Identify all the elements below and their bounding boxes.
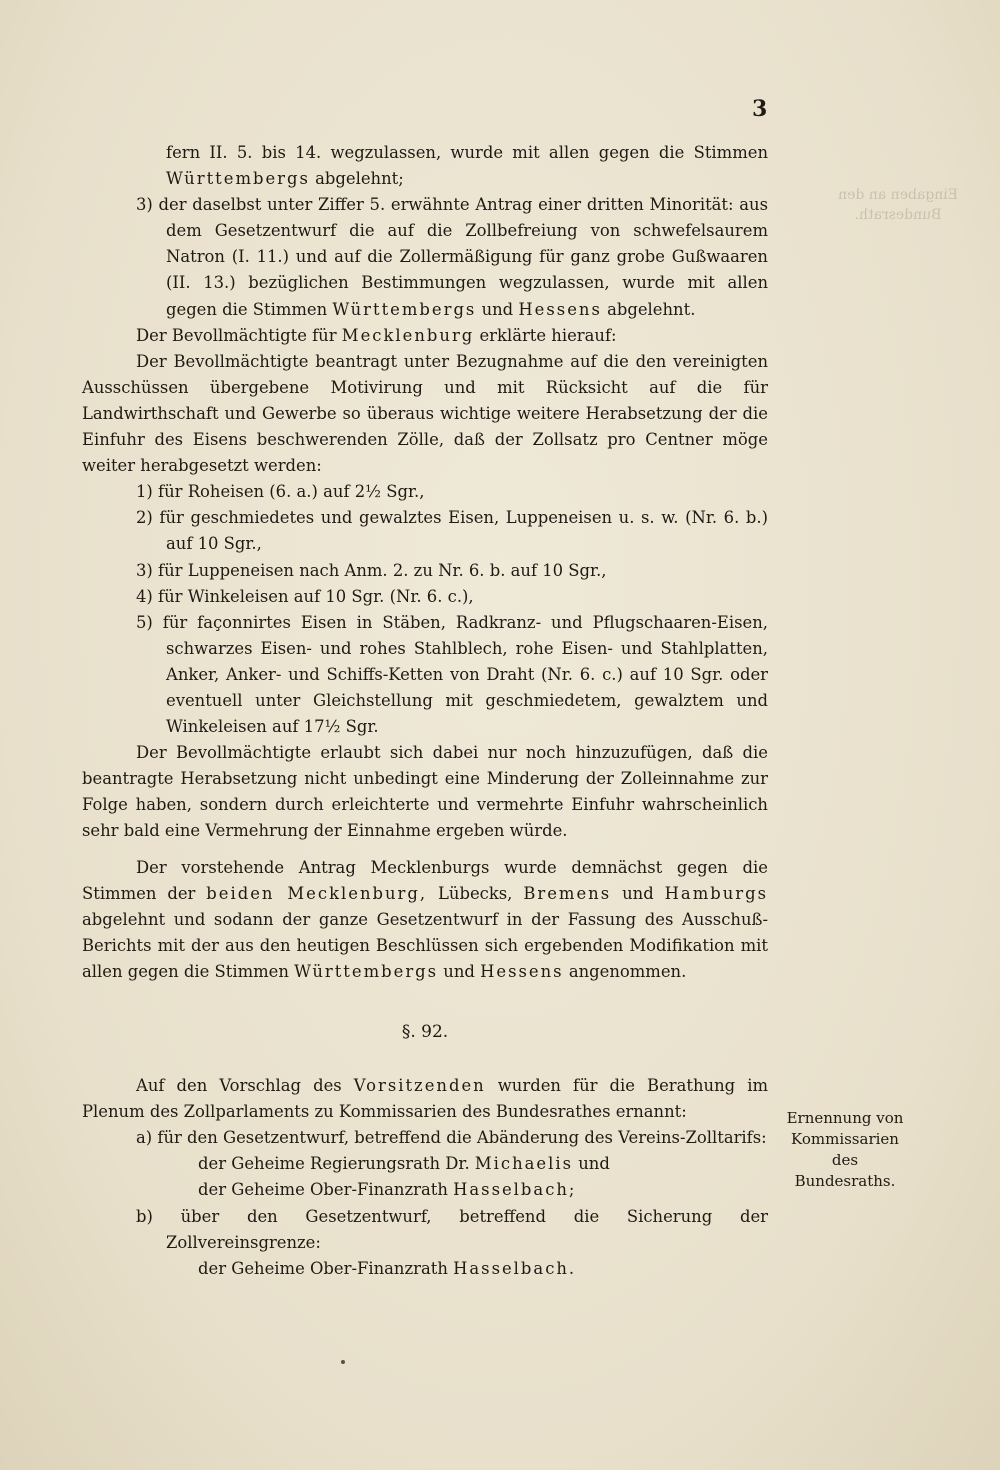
list-item: 5) für façonnirtes Eisen in Stäben, Radkranz- und Pflugschaaren-Eisen, schwarzes Eisen- und rohes Stahlblech, rohe Eisen- und Stahlplatten, Anker, Anker- und Schiffs-Ketten von Draht (Nr. 6. c.) auf 10 Sgr. oder eventuell unter Gleichstellung mit geschmiedetem, gewalztem und Winkeleisen auf 17½ Sgr.: [136, 612, 768, 737]
list-subitem: der Geheime Ober-Finanzrath Hasselbach;: [198, 1180, 577, 1200]
paragraph: Auf den Vorschlag des Vorsitzenden wurden für die Berathung im Plenum des Zollparlaments zu Kommissarien des Bundesrathes ernannt:: [82, 1076, 768, 1122]
bleed-through-text: Eingaben an den Bundesrath.: [838, 187, 958, 223]
paragraph: fern II. 5. bis 14. wegzulassen, wurde mit allen gegen die Stimmen Württembergs abgelehnt;: [166, 143, 768, 189]
paragraph: Der Bevollmächtigte für Mecklenburg erklärte hierauf:: [136, 325, 617, 345]
section-heading: §. 92.: [401, 1022, 449, 1042]
ink-speck: [341, 1360, 345, 1364]
page-number: 3: [752, 96, 768, 122]
list-subitem: der Geheime Ober-Finanzrath Hasselbach.: [198, 1258, 577, 1278]
paragraph: Der Bevollmächtigte beantragt unter Bezugnahme auf die den vereinigten Ausschüssen übergebene Motivirung und mit Rücksicht auf die für Landwirthschaft und Gewerbe so überaus wichtige weitere Herabsetzung der die Einfuhr des Eisens beschwerenden Zölle, daß der Zollsatz pro Centner möge weiter herabgesetzt werden:: [82, 351, 768, 476]
list-item: 3) der daselbst unter Ziffer 5. erwähnte Antrag einer dritten Minorität: aus dem Gesetzentwurf die auf die Zollbefreiung von schwefelsaurem Natron (I. 11.) und auf die Zollermäßigung für ganz grobe Gußwaaren (II. 13.) bezüglichen Bestimmungen wegzulassen, wurde mit allen gegen die Stimmen Württembergs und Hessens abgelehnt.: [136, 195, 768, 319]
list-item: 2) für geschmiedetes und gewalztes Eisen, Luppeneisen u. s. w. (Nr. 6. b.) auf 10 Sgr.,: [136, 508, 768, 554]
list-item: a) für den Gesetzentwurf, betreffend die Abänderung des Vereins-Zolltarifs:: [136, 1128, 767, 1148]
body-text: [82, 140, 768, 1282]
paragraph: Der vorstehende Antrag Mecklenburgs wurde demnächst gegen die Stimmen der beiden Mecklenburg, Lübecks, Bremens und Hamburgs abgelehnt und sodann der ganze Gesetzentwurf in der Fassung des Ausschuß-Berichts mit der aus den heutigen Beschlüssen sich ergebenden Modifikation mit allen gegen die Stimmen Württembergs und Hessens angenommen.: [82, 857, 769, 981]
list-item: 4) für Winkeleisen auf 10 Sgr. (Nr. 6. c.),: [136, 586, 474, 606]
list-item: b) über den Gesetzentwurf, betreffend die Sicherung der Zollvereinsgrenze:: [136, 1206, 768, 1252]
list-item: 1) für Roheisen (6. a.) auf 2½ Sgr.,: [136, 482, 425, 502]
margin-note: Ernennung von Kommissarien des Bundesraths.: [786, 1109, 904, 1190]
list-subitem: der Geheime Regierungsrath Dr. Michaelis und: [198, 1154, 610, 1174]
paragraph: Der Bevollmächtigte erlaubt sich dabei nur noch hinzuzufügen, daß die beantragte Herabsetzung nicht unbedingt eine Minderung der Zolleinnahme zur Folge haben, sondern durch erleichterte und vermehrte Einfuhr wahrscheinlich sehr bald eine Vermehrung der Einnahme ergeben würde.: [82, 743, 768, 841]
list-item: 3) für Luppeneisen nach Anm. 2. zu Nr. 6. b. auf 10 Sgr.,: [136, 560, 607, 580]
